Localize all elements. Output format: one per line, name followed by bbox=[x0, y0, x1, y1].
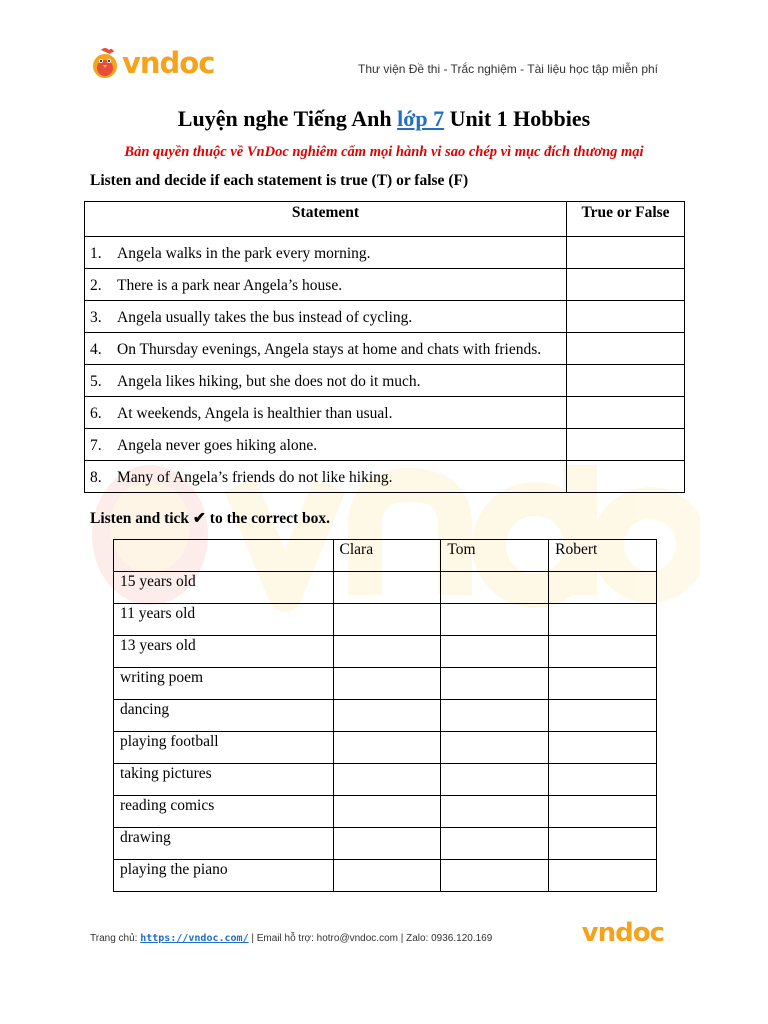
tick-cell-robert[interactable] bbox=[549, 860, 657, 892]
statement-number: 2. bbox=[90, 277, 102, 294]
tick-cell-robert[interactable] bbox=[549, 636, 657, 668]
statement-cell bbox=[85, 237, 567, 269]
row-label: drawing bbox=[114, 828, 334, 860]
table-row bbox=[114, 860, 657, 892]
brand-name: vndoc bbox=[122, 46, 215, 80]
header-robert: Robert bbox=[549, 540, 657, 572]
table-row bbox=[85, 237, 685, 269]
tick-cell-tom[interactable] bbox=[441, 636, 549, 668]
tick-cell-tom[interactable] bbox=[441, 796, 549, 828]
tick-cell-clara[interactable] bbox=[333, 572, 441, 604]
row-label: 11 years old bbox=[114, 604, 334, 636]
tick-cell-tom[interactable] bbox=[441, 604, 549, 636]
answer-cell[interactable] bbox=[567, 461, 685, 493]
tick-cell-clara[interactable] bbox=[333, 732, 441, 764]
page-title bbox=[0, 106, 768, 132]
chicken-mascot-icon bbox=[90, 46, 120, 80]
tick-cell-robert[interactable] bbox=[549, 700, 657, 732]
section2-instruction: Listen and tick ✔ to the correct box. bbox=[90, 510, 331, 527]
answer-cell[interactable] bbox=[567, 269, 685, 301]
tick-cell-clara[interactable] bbox=[333, 796, 441, 828]
statement-text: Many of Angela’s friends do not like hiking. bbox=[117, 469, 393, 486]
row-label: writing poem bbox=[114, 668, 334, 700]
tick-table bbox=[113, 539, 657, 892]
footer-contact: | Email hỗ trợ: hotro@vndoc.com | Zalo: 0936.120.169 bbox=[248, 933, 493, 944]
statement-cell bbox=[85, 461, 567, 493]
tick-cell-clara[interactable] bbox=[333, 860, 441, 892]
tick-cell-tom[interactable] bbox=[441, 572, 549, 604]
statement-text: Angela walks in the park every morning. bbox=[117, 245, 371, 262]
true-false-table bbox=[84, 201, 685, 493]
table-row bbox=[114, 604, 657, 636]
row-label: reading comics bbox=[114, 796, 334, 828]
table-row bbox=[85, 333, 685, 365]
row-label: dancing bbox=[114, 700, 334, 732]
table-row bbox=[114, 828, 657, 860]
header-statement: Statement bbox=[85, 202, 567, 237]
tick-cell-tom[interactable] bbox=[441, 828, 549, 860]
table-row bbox=[114, 700, 657, 732]
statement-text: There is a park near Angela’s house. bbox=[117, 277, 343, 294]
statement-number: 1. bbox=[90, 245, 102, 262]
answer-cell[interactable] bbox=[567, 333, 685, 365]
statement-text: On Thursday evenings, Angela stays at home and chats with friends. bbox=[117, 341, 542, 358]
footer-home-label: Trang chủ: bbox=[90, 933, 141, 944]
table-row bbox=[114, 732, 657, 764]
statement-text: Angela never goes hiking alone. bbox=[117, 437, 318, 454]
table-row bbox=[114, 636, 657, 668]
table-row bbox=[114, 572, 657, 604]
table-row bbox=[85, 397, 685, 429]
statement-cell bbox=[85, 429, 567, 461]
statement-cell bbox=[85, 333, 567, 365]
tick-cell-tom[interactable] bbox=[441, 764, 549, 796]
tick-cell-clara[interactable] bbox=[333, 764, 441, 796]
tick-cell-robert[interactable] bbox=[549, 572, 657, 604]
tick-cell-robert[interactable] bbox=[549, 828, 657, 860]
statement-text: Angela likes hiking, but she does not do it much. bbox=[117, 373, 421, 390]
header-empty bbox=[114, 540, 334, 572]
table-row bbox=[85, 301, 685, 333]
statement-number: 5. bbox=[90, 373, 102, 390]
table-row bbox=[114, 764, 657, 796]
table-row bbox=[114, 796, 657, 828]
row-label: 15 years old bbox=[114, 572, 334, 604]
vndoc-logo[interactable] bbox=[90, 46, 214, 80]
statement-cell bbox=[85, 269, 567, 301]
statement-cell bbox=[85, 301, 567, 333]
section1-instruction: Listen and decide if each statement is true (T) or false (F) bbox=[90, 172, 469, 189]
statement-text: Angela usually takes the bus instead of cycling. bbox=[117, 309, 413, 326]
tick-cell-clara[interactable] bbox=[333, 700, 441, 732]
statement-text: At weekends, Angela is healthier than usual. bbox=[117, 405, 393, 422]
tick-cell-tom[interactable] bbox=[441, 668, 549, 700]
statement-number: 7. bbox=[90, 437, 102, 454]
tick-cell-tom[interactable] bbox=[441, 700, 549, 732]
tick-cell-robert[interactable] bbox=[549, 796, 657, 828]
table-row bbox=[85, 429, 685, 461]
table-row bbox=[85, 461, 685, 493]
statement-number: 8. bbox=[90, 469, 102, 486]
answer-cell[interactable] bbox=[567, 365, 685, 397]
row-label: playing the piano bbox=[114, 860, 334, 892]
answer-cell[interactable] bbox=[567, 429, 685, 461]
tick-cell-robert[interactable] bbox=[549, 764, 657, 796]
answer-cell[interactable] bbox=[567, 301, 685, 333]
statement-number: 6. bbox=[90, 405, 102, 422]
header-clara: Clara bbox=[333, 540, 441, 572]
title-prefix: Luyện nghe Tiếng Anh bbox=[177, 106, 398, 131]
tick-cell-clara[interactable] bbox=[333, 604, 441, 636]
title-suffix: Unit 1 Hobbies bbox=[444, 106, 591, 131]
statement-cell bbox=[85, 397, 567, 429]
tick-cell-clara[interactable] bbox=[333, 828, 441, 860]
statement-number: 4. bbox=[90, 341, 102, 358]
tick-cell-clara[interactable] bbox=[333, 668, 441, 700]
header-true-false: True or False bbox=[567, 202, 685, 237]
header-tagline: Thư viện Đề thi - Trắc nghiệm - Tài liệu học tập miễn phí bbox=[358, 62, 658, 76]
answer-cell[interactable] bbox=[567, 237, 685, 269]
table-header-row bbox=[85, 202, 685, 237]
statement-cell bbox=[85, 365, 567, 397]
answer-cell[interactable] bbox=[567, 397, 685, 429]
statement-number: 3. bbox=[90, 309, 102, 326]
copyright-notice: Bản quyền thuộc về VnDoc nghiêm cấm mọi hành vi sao chép vì mục đích thương mại bbox=[124, 144, 644, 160]
header-tom: Tom bbox=[441, 540, 549, 572]
tick-cell-robert[interactable] bbox=[549, 668, 657, 700]
tick-cell-tom[interactable] bbox=[441, 860, 549, 892]
page-header bbox=[0, 0, 768, 100]
table-row bbox=[85, 269, 685, 301]
footer-logo[interactable]: vndoc bbox=[581, 918, 664, 948]
row-label: taking pictures bbox=[114, 764, 334, 796]
tick-cell-robert[interactable] bbox=[549, 604, 657, 636]
table-row bbox=[114, 668, 657, 700]
row-label: playing football bbox=[114, 732, 334, 764]
tick-cell-tom[interactable] bbox=[441, 732, 549, 764]
table-row bbox=[85, 365, 685, 397]
footer-home-link[interactable]: https://vndoc.com/ bbox=[140, 933, 249, 944]
page-footer bbox=[90, 933, 492, 944]
grade-link[interactable]: lớp 7 bbox=[397, 106, 445, 131]
tick-cell-robert[interactable] bbox=[549, 732, 657, 764]
row-label: 13 years old bbox=[114, 636, 334, 668]
tick-cell-clara[interactable] bbox=[333, 636, 441, 668]
table-header-row bbox=[114, 540, 657, 572]
